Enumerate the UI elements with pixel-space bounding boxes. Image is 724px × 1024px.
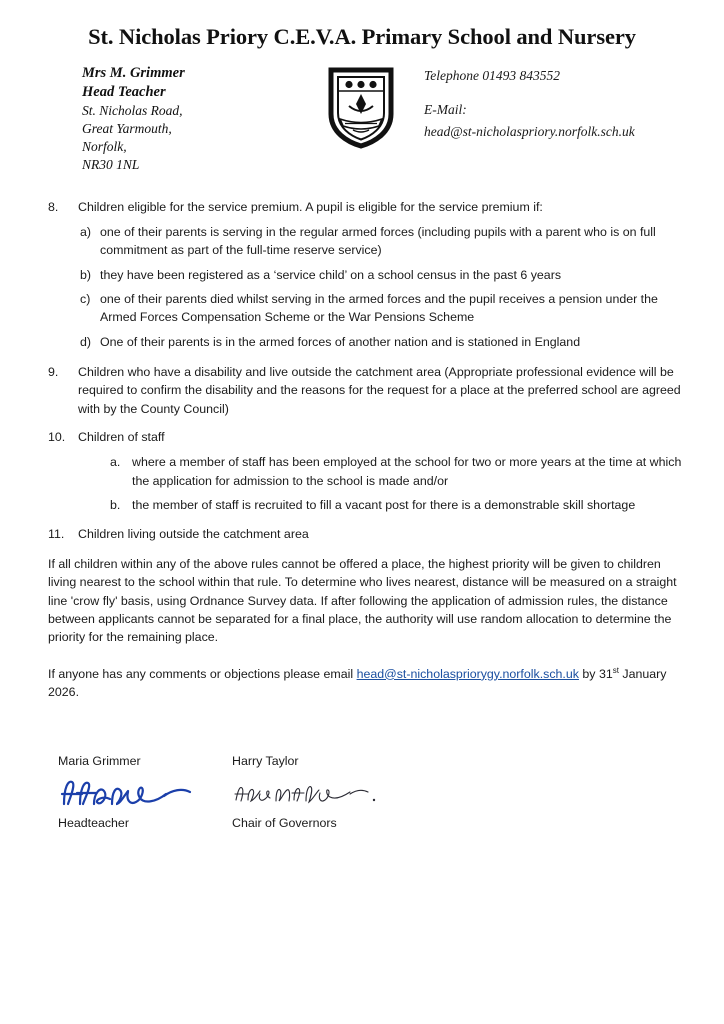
list-item [48, 290, 682, 327]
sub-item-text: they have been registered as a ‘service child’ on a school census in the past 6 years [100, 267, 562, 282]
list-item [48, 198, 682, 216]
list-item-text: Children living outside the catchment area [78, 526, 309, 541]
address-line-4: NR30 1NL [82, 156, 140, 172]
list-item-number: 9. [48, 365, 59, 380]
email-label: E-Mail: [424, 102, 467, 118]
sub-item-text: the member of staff is recruited to fill a vacant post for there is a demonstrable skill shortage [132, 498, 636, 513]
head-teacher-block [82, 64, 297, 174]
sub-item-marker: d) [80, 334, 92, 349]
list-item [48, 525, 682, 543]
sub-item-marker: b) [80, 267, 92, 282]
signatory-name: Harry Taylor [232, 753, 299, 768]
list-item-text: Children eligible for the service premium. A pupil is eligible for the service premium if: [78, 199, 543, 214]
sub-item-text: where a member of staff has been employed at the school for two or more years at the time at which the application for admission to the school is made and/or [132, 455, 682, 488]
address-line-2: Great Yarmouth, [82, 121, 172, 137]
list-item-number: 8. [48, 199, 59, 214]
signature-block-headteacher [58, 752, 198, 833]
signatory-role: Chair of Governors [232, 815, 337, 830]
list-item-text: Children who have a disability and live outside the catchment area (Appropriate professional evidence will be required to confirm the disability and the reasons for the request for a place at the preferred school are agreed with by the County Council) [78, 365, 681, 416]
comments-suffix: January 2026. [48, 666, 667, 700]
address-line-3: Norfolk, [82, 138, 127, 154]
contact-block [424, 64, 684, 142]
list-item [48, 428, 682, 446]
comments-middle: by 31 [578, 666, 613, 681]
list-item-number: 11. [48, 526, 65, 541]
email-address: head@st-nicholaspriory.norfolk.sch.uk [424, 123, 635, 139]
sub-item-marker: b. [110, 498, 121, 513]
signature-block-chair [232, 752, 392, 833]
sub-item-marker: c) [80, 291, 91, 306]
comments-prefix: If anyone has any comments or objections please email [48, 666, 357, 681]
school-title: St. Nicholas Priory C.E.V.A. Primary School and Nursery [88, 24, 636, 49]
comments-email-link[interactable]: head@st-nicholaspriorygy.norfolk.sch.uk [356, 666, 579, 681]
document-body [0, 174, 724, 862]
sub-item-text: one of their parents died whilst serving in the armed forces and the pupil receives a pension under the Armed Forces Compensation Scheme or the War Pensions Scheme [100, 291, 658, 325]
list-item-number: 10. [48, 430, 66, 445]
list-item [48, 333, 682, 351]
list-item [48, 266, 682, 284]
letterhead [0, 0, 724, 174]
head-teacher-role: Head Teacher [82, 84, 166, 101]
letterhead-columns [26, 64, 698, 174]
allocation-rules-paragraph: If all children within any of the above rules cannot be offered a place, the highest priority will be given to children living nearest to the school within that rule. To determine who lives nearest, distance will be measured on a straight line 'crow fly' basis, using Ordnance Survey data. If after following the application of admission rules, the distance between applicants cannot be separated for a final place, the authority will use random allocation to determine the priority for the remaining place. [48, 556, 677, 645]
sub-item-text: One of their parents is in the armed forces of another nation and is stationed in England [100, 334, 581, 349]
sub-item-text: one of their parents is serving in the regular armed forces (including pupils with a parent who is on full commitment as part of the full-time reserve service) [100, 224, 656, 258]
signatory-name: Maria Grimmer [58, 753, 141, 768]
telephone-line: Telephone 01493 843552 [424, 68, 560, 83]
ordinal-suffix: st [612, 665, 619, 675]
list-item [48, 496, 682, 514]
head-teacher-name: Mrs M. Grimmer [82, 65, 185, 81]
comments-paragraph [48, 665, 682, 702]
signatory-role: Headteacher [58, 815, 129, 830]
school-crest-icon [316, 64, 406, 150]
list-item [48, 453, 682, 490]
headteacher-signature-image [58, 774, 198, 812]
sub-item-marker: a) [80, 224, 92, 239]
list-item-text: Children of staff [78, 430, 165, 445]
list-item [48, 223, 682, 260]
chair-signature-image [232, 774, 392, 812]
signature-area [48, 752, 682, 862]
list-item [48, 363, 682, 418]
address-line-1: St. Nicholas Road, [82, 103, 183, 119]
sub-item-marker: a. [110, 455, 121, 470]
